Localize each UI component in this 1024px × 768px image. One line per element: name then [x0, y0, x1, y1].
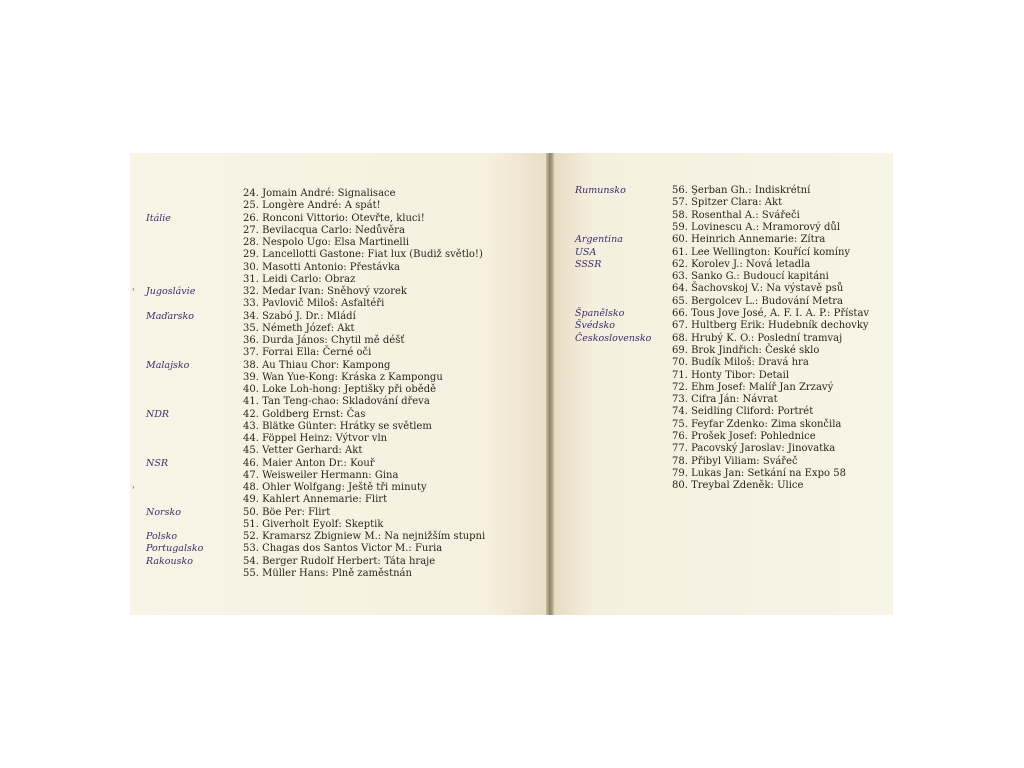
entry-line: 58. Rosenthal A.: Svářeči — [672, 209, 800, 221]
entry-line: 69. Brok Jindřich: České sklo — [672, 344, 820, 356]
entry-line: 76. Prošek Josef: Pohlednice — [672, 431, 816, 442]
entry-line: 65. Bergolcev L.: Budování Metra — [672, 295, 844, 307]
entry-line: 39. Wan Yue-Kong: Kráska z Kampongu — [243, 371, 443, 383]
entry-line: 40. Loke Loh-hong: Jeptišky při obědě — [243, 384, 437, 395]
entry-line: 34. Szabó J. Dr.: Mládí — [243, 310, 356, 322]
entry-line: 54. Berger Rudolf Herbert: Táta hraje — [243, 555, 436, 567]
entry-line: 43. Blätke Günter: Hrátky se světlem — [243, 420, 432, 432]
country-label: Rakousko — [146, 555, 193, 567]
entry-line: 75. Feyfar Zdenko: Zima skončila — [672, 418, 842, 430]
entry-line: 33. Pavlovič Miloš: Asfaltéři — [243, 298, 385, 310]
entry-line: 60. Heinrich Annemarie: Zítra — [672, 234, 826, 246]
entry-line: 64. Šachovskoj V.: Na výstavě psů — [672, 283, 844, 295]
country-label: Malajsko — [146, 359, 190, 371]
entry-line: 29. Lancellotti Gastone: Fiat lux (Budiž světlo!) — [243, 249, 483, 261]
entry-line: 45. Vetter Gerhard: Akt — [243, 445, 363, 457]
entry-line: 41. Tan Teng-chao: Skladování dřeva — [243, 396, 430, 408]
entry-line: 68. Hrubý K. O.: Poslední tramvaj — [672, 332, 843, 344]
book-gutter — [546, 153, 554, 615]
entry-line: 61. Lee Wellington: Kouřící komíny — [672, 246, 851, 258]
entry-line: 55. Müller Hans: Plně zaměstnán — [243, 567, 412, 579]
entry-line: 56. Şerban Gh.: Indiskrétní — [672, 185, 811, 196]
country-label: NSR — [146, 457, 168, 469]
entry-line: 42. Goldberg Ernst: Čas — [243, 408, 366, 420]
entry-line: 66. Tous Jove José, A. F. I. A. P.: Přístav — [672, 308, 870, 319]
country-label: NDR — [146, 408, 170, 420]
entry-line: 47. Weisweiler Hermann: Gina — [243, 469, 399, 481]
entry-line: 32. Medar Ivan: Sněhový vzorek — [243, 286, 407, 297]
country-label: Rumunsko — [575, 185, 626, 196]
entry-line: 67. Hultberg Erik: Hudebník dechovky — [672, 320, 869, 332]
entry-line: 24. Jomain André: Signalisace — [243, 188, 396, 199]
entry-line: 48. Ohler Wolfgang: Ještě tři minuty — [243, 482, 427, 493]
margin-mark: ' — [132, 288, 135, 298]
entry-line: 49. Kahlert Annemarie: Flirt — [243, 494, 388, 506]
entry-line: 63. Sanko G.: Budoucí kapitáni — [672, 271, 829, 283]
entry-line: 28. Nespolo Ugo: Elsa Martinelli — [243, 237, 410, 248]
entry-line: 74. Seidling Cliford: Portrét — [672, 406, 814, 418]
entry-line: 37. Forrai Ella: Černé oči — [243, 347, 372, 359]
entry-line: 78. Přibyl Viliam: Svářeč — [672, 455, 798, 467]
country-label: Švédsko — [575, 320, 615, 332]
entry-line: 70. Budík Miloš: Dravá hra — [672, 357, 809, 369]
country-label: Portugalsko — [146, 543, 204, 555]
entry-line: 27. Bevilacqua Carlo: Nedůvěra — [243, 224, 405, 236]
country-label: Argentina — [575, 234, 623, 246]
entry-line: 71. Honty Tibor: Detail — [672, 369, 790, 381]
entry-line: 80. Treybal Zdeněk: Ulice — [672, 480, 804, 492]
entry-line: 52. Kramarsz Zbigniew M.: Na nejnižším stupni — [243, 531, 486, 542]
country-label: Polsko — [146, 531, 178, 542]
entry-line: 73. Cifra Ján: Návrat — [672, 394, 778, 406]
country-label: Španělsko — [575, 308, 625, 319]
entry-line: 26. Ronconi Vittorio: Otevřte, kluci! — [243, 212, 425, 224]
country-label: Itálie — [146, 212, 171, 224]
entry-line: 50. Böe Per: Flirt — [243, 506, 331, 518]
entry-line: 46. Maier Anton Dr.: Kouř — [243, 457, 375, 469]
entry-line: 30. Masotti Antonio: Přestávka — [243, 261, 400, 273]
entry-line: 59. Lovinescu A.: Mramorový důl — [672, 221, 841, 233]
entry-line: 79. Lukas Jan: Setkání na Expo 58 — [672, 467, 846, 479]
entry-line: 44. Föppel Heinz: Výtvor vln — [243, 433, 388, 444]
entry-line: 62. Korolev J.: Nová letadla — [672, 258, 811, 270]
entry-line: 53. Chagas dos Santos Victor M.: Furia — [243, 543, 443, 555]
margin-mark: ' — [132, 486, 135, 496]
country-label: Jugoslávie — [146, 286, 196, 297]
entry-line: 35. Németh Józef: Akt — [243, 322, 355, 334]
entry-line: 77. Pacovský Jaroslav: Jinovatka — [672, 443, 836, 455]
country-label: SSSR — [575, 258, 602, 270]
country-label: USA — [575, 246, 597, 258]
entry-line: 36. Durda János: Chytil mě déšť — [243, 335, 405, 346]
entry-line: 57. Spitzer Clara: Akt — [672, 197, 783, 209]
country-label: Maďarsko — [146, 310, 195, 322]
entry-line: 72. Ehm Josef: Malíř Jan Zrzavý — [672, 381, 834, 393]
entry-line: 38. Au Thiau Chor: Kampong — [243, 359, 391, 371]
country-label: Norsko — [146, 506, 181, 518]
entry-line: 25. Longère André: A spát! — [243, 200, 381, 212]
entry-line: 51. Giverholt Eyolf: Skeptik — [243, 518, 384, 530]
country-label: Československo — [575, 332, 652, 344]
entry-line: 31. Leidi Carlo: Obraz — [243, 273, 356, 285]
